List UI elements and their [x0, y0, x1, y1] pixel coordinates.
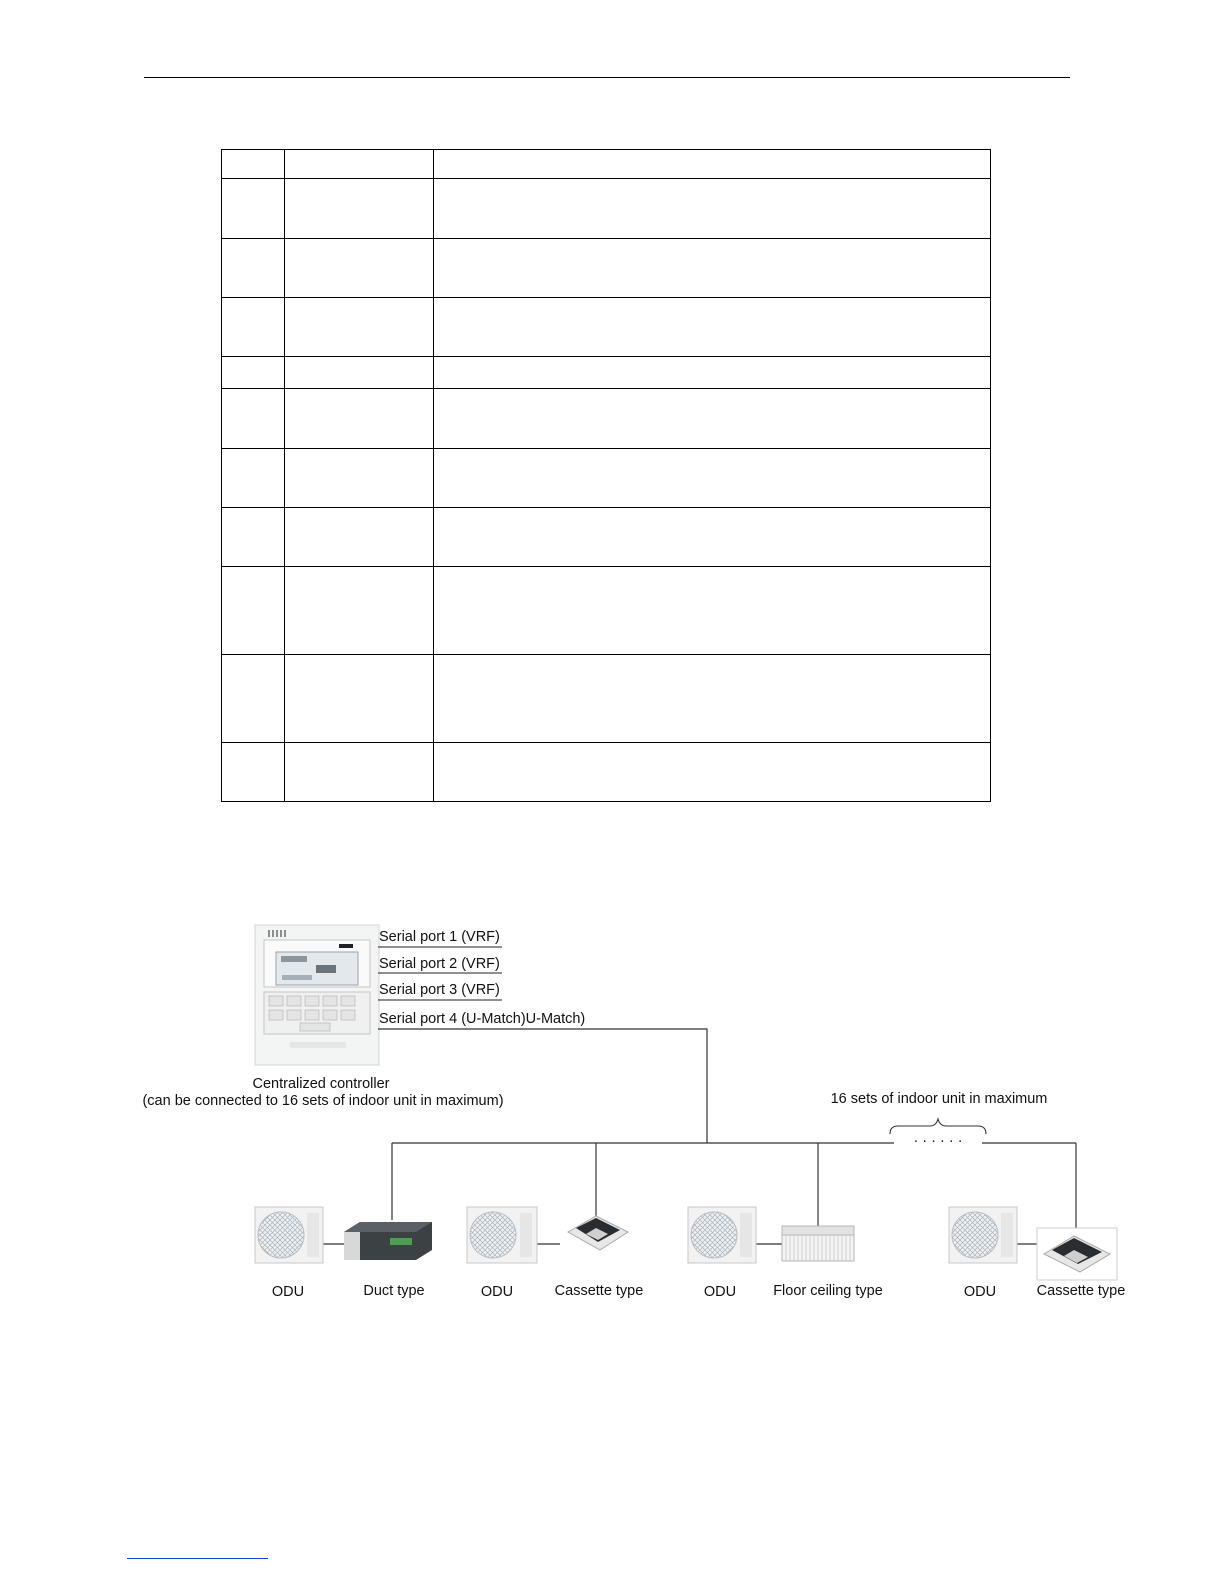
odu-label-3: ODU: [703, 1284, 737, 1300]
odu-label-1: ODU: [271, 1284, 305, 1300]
controller-note: (can be connected to 16 sets of indoor unit in maximum): [142, 1093, 504, 1109]
odu-label-2: ODU: [480, 1284, 514, 1300]
odu-image-2: [467, 1207, 537, 1263]
ellipsis: · · · · · ·: [913, 1133, 963, 1149]
duct-unit-image: [344, 1222, 432, 1260]
port-label-3: Serial port 3 (VRF): [379, 982, 500, 998]
cassette-unit-image-1: [568, 1216, 628, 1250]
indoor-label-1: Duct type: [363, 1283, 425, 1299]
odu-image-3: [688, 1207, 756, 1263]
port-label-1: Serial port 1 (VRF): [379, 929, 500, 945]
port-label-4: Serial port 4 (U-Match)U-Match): [379, 1011, 586, 1027]
centralized-controller-device: [255, 925, 379, 1065]
brace: [890, 1119, 986, 1134]
indoor-max-note: 16 sets of indoor unit in maximum: [830, 1091, 1048, 1107]
port-label-2: Serial port 2 (VRF): [379, 956, 500, 972]
floor-ceiling-unit-image: [782, 1226, 854, 1261]
odu-label-4: ODU: [963, 1284, 997, 1300]
controller-title: Centralized controller: [252, 1076, 390, 1092]
indoor-label-3: Floor ceiling type: [773, 1283, 883, 1299]
cassette-unit-image-2: [1037, 1228, 1117, 1280]
indoor-label-2: Cassette type: [554, 1283, 644, 1299]
footer-link-underline: [127, 1558, 268, 1559]
odu-image-4: [949, 1207, 1017, 1263]
odu-image-1: [255, 1207, 323, 1263]
indoor-label-4: Cassette type: [1036, 1283, 1126, 1299]
